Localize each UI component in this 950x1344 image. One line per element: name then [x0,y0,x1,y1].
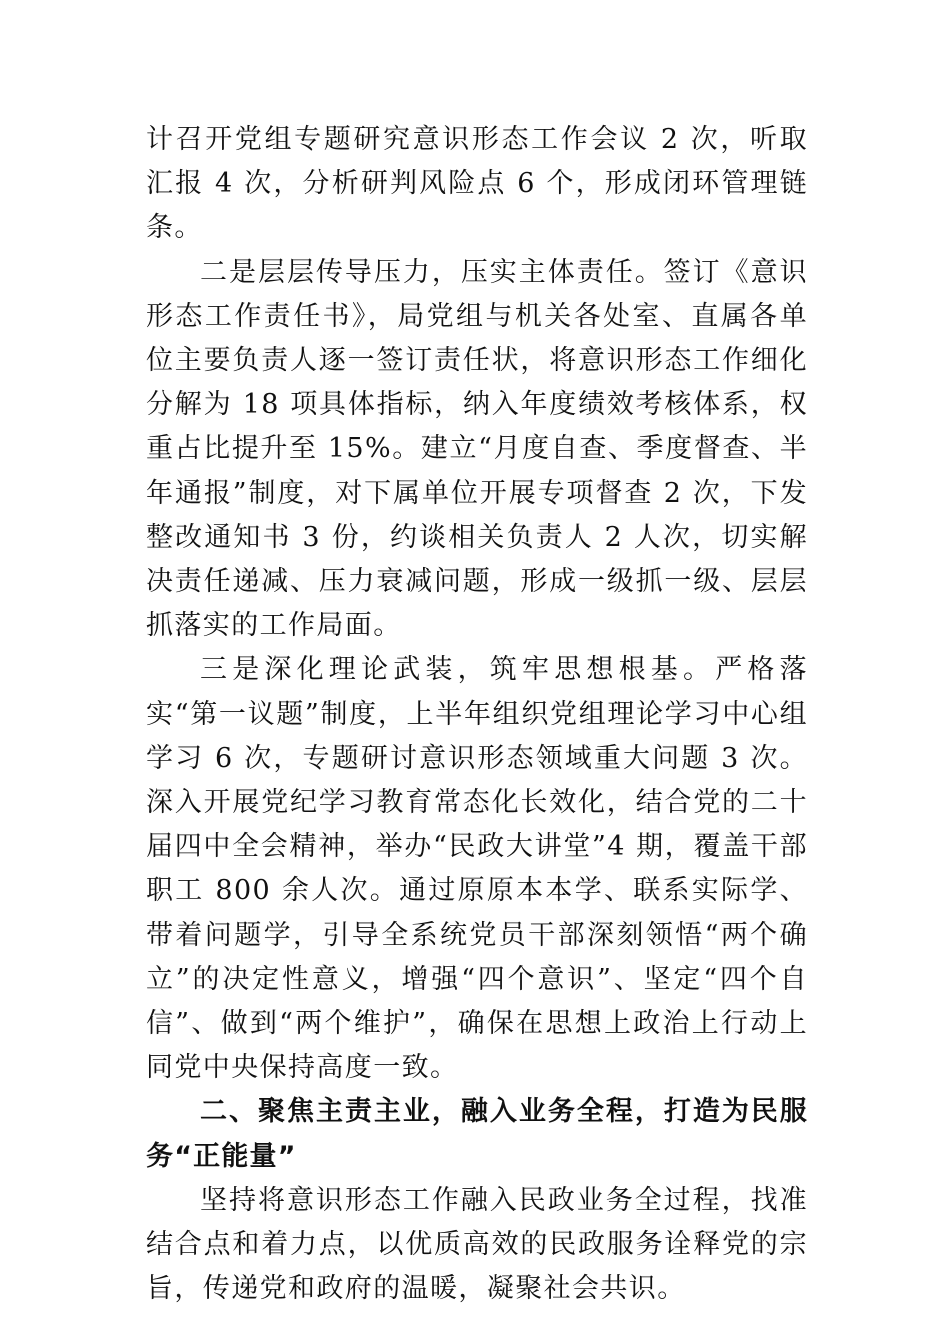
document-body [146,118,808,1311]
paragraph-theory-study: 三是深化理论武装，筑牢思想根基。严格落实“第一议题”制度，上半年组织党组理论学习中心组学习 6 次，专题研讨意识形态领域重大问题 3 次。深入开展党纪学习教育常态化长效化，结合党的二十届四中全会精神，举办“民政大讲堂”4 期，覆盖干部职工 800 余人次。通过原原本本学、联系实际学、带着问题学，引导全系统党员干部深刻领悟“两个确立”的决定性意义，增强“四个意识”、坚定“四个自信”、做到“两个维护”，确保在思想上政治上行动上同党中央保持高度一致。 [146,654,808,1084]
paragraph-section-intro: 坚持将意识形态工作融入民政业务全过程，找准结合点和着力点，以优质高效的民政服务诠释党的宗旨，传递党和政府的温暖，凝聚社会共识。 [146,1184,808,1305]
paragraph-pressure-responsibility: 二是层层传导压力，压实主体责任。签订《意识形态工作责任书》，局党组与机关各处室、直属各单位主要负责人逐一签订责任状，将意识形态工作细化分解为 18 项具体指标，纳入年度绩效考核体系，权重占比提升至 15%。建立“月度自查、季度督查、半年通报”制度，对下属单位开展专项督查 2 次，下发整改通知书 3 份，约谈相关负责人 2 人次，切实解决责任递减、压力衰减问题，形成一级抓一级、层层抓落实的工作局面。 [146,256,808,642]
paragraph-continuation: 计召开党组专题研究意识形态工作会议 2 次，听取汇报 4 次，分析研判风险点 6 个，形成闭环管理链条。 [146,124,808,244]
section-heading-2: 二、聚焦主责主业，融入业务全程，打造为民服务“正能量” [146,1096,808,1172]
